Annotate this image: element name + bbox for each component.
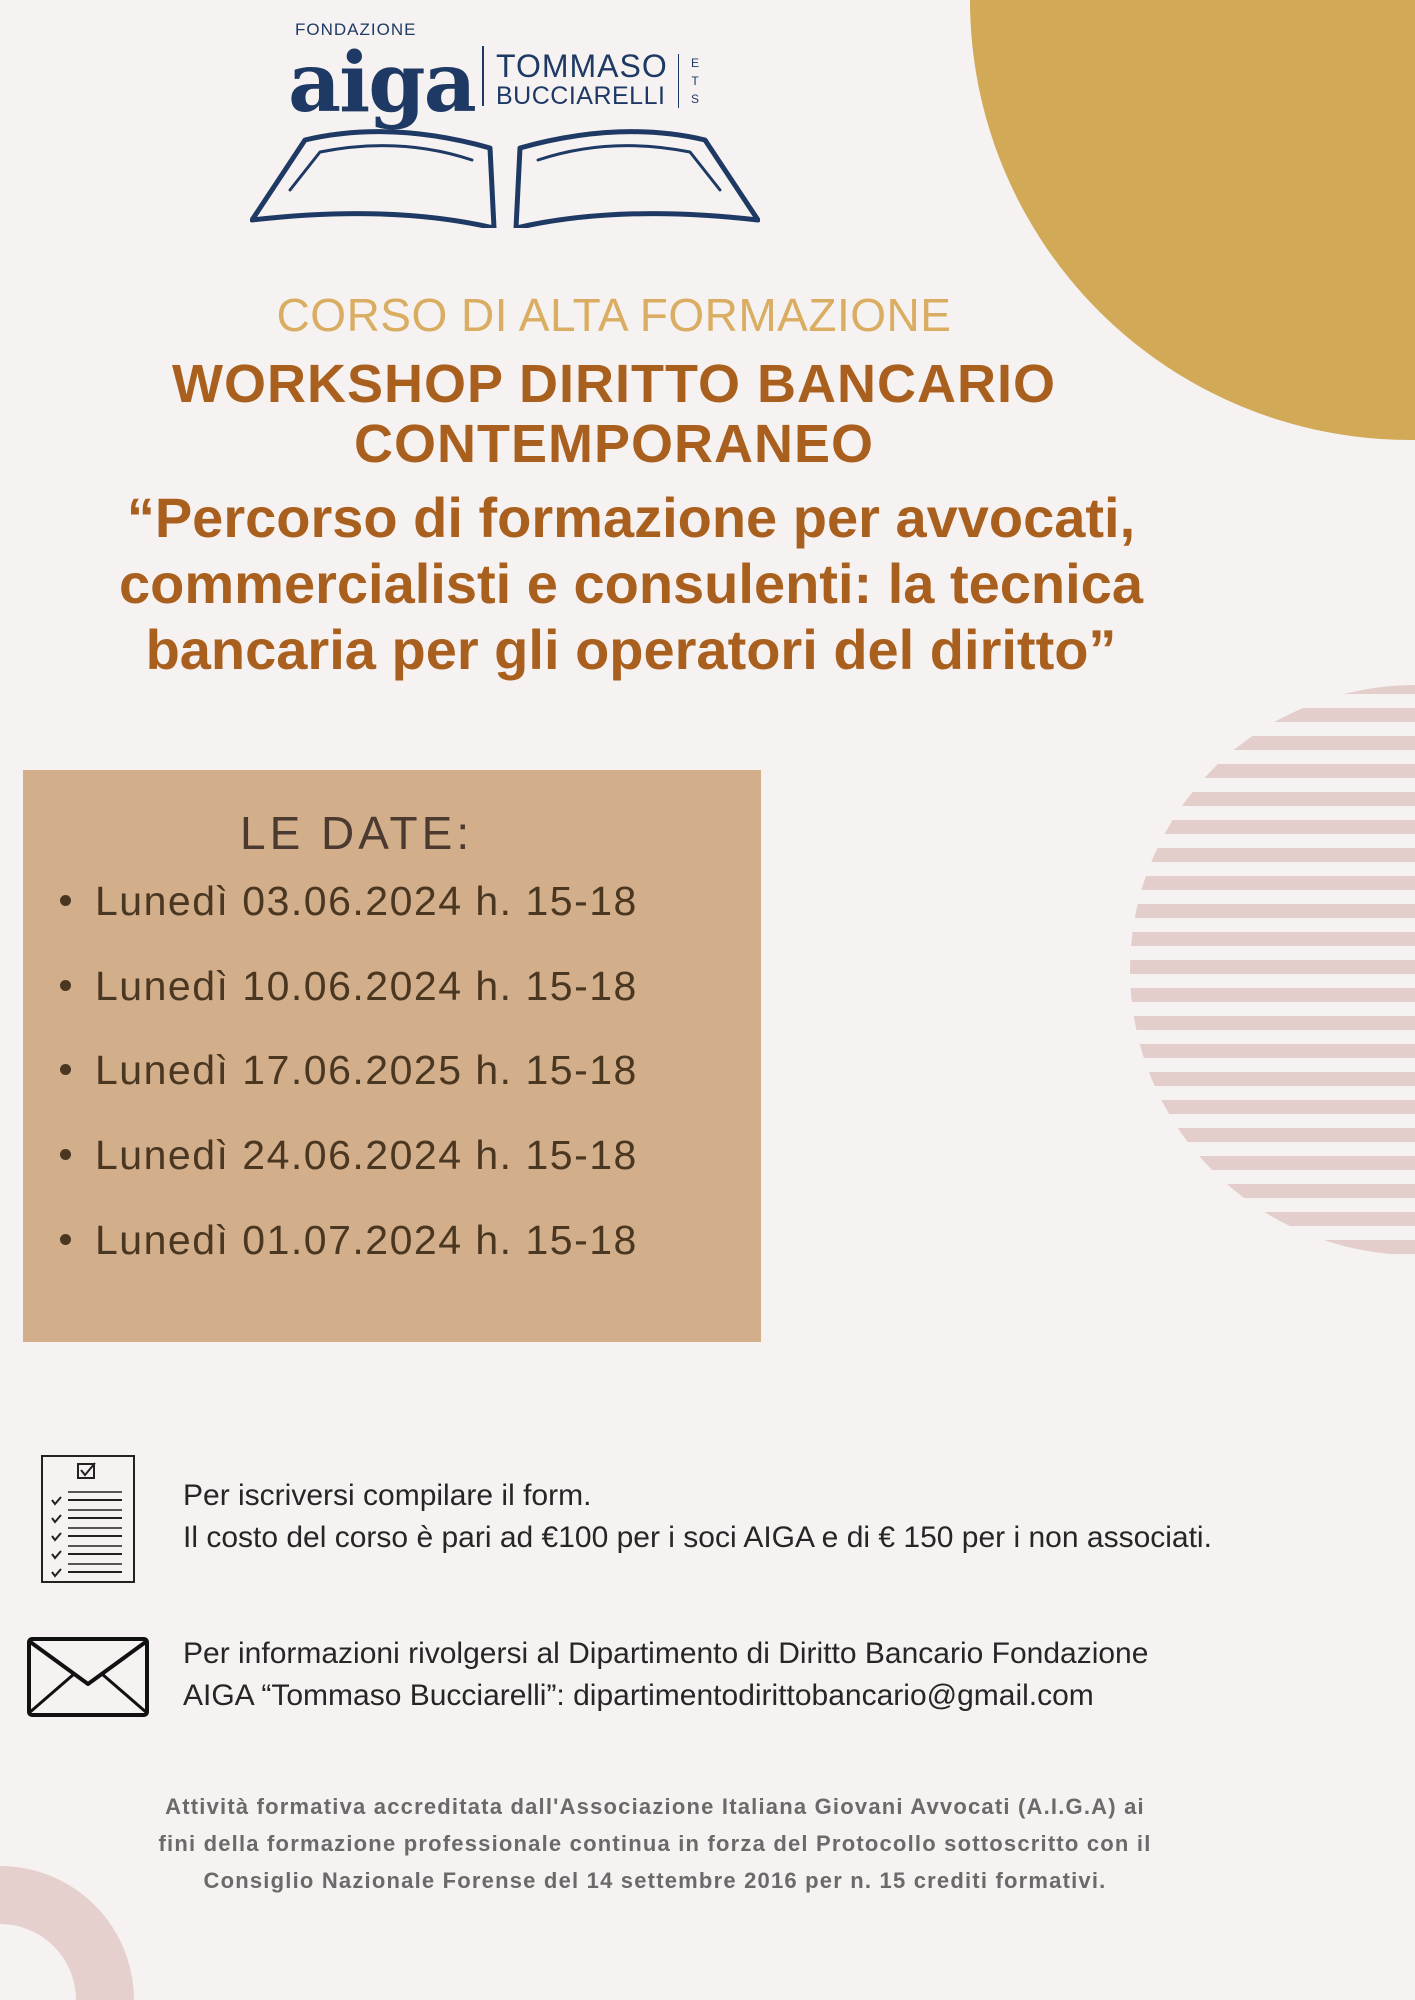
subtitle-line: commercialisti e consulenti: la tecnica [119,552,1143,615]
logo-brand-wordmark: aiga [288,35,475,131]
date-list-item [60,1217,638,1264]
bullet-icon [60,1234,71,1245]
contact-info [183,1633,1148,1717]
course-type-heading: CORSO DI ALTA FORMAZIONE [276,289,952,341]
signup-info [183,1475,1212,1559]
date-list-item [60,1132,638,1179]
aiga-logo [250,16,770,216]
subtitle-line: “Percorso di formazione per avvocati, [126,486,1136,549]
date-list-item [60,963,638,1010]
date-text: Lunedì 01.07.2024 h. 15-18 [95,1217,638,1263]
workshop-title-line: WORKSHOP DIRITTO BANCARIO [171,354,1057,414]
accreditation-line: Consiglio Nazionale Forense del 14 settembre 2016 per n. 15 crediti formativi. [203,1868,1107,1893]
bullet-icon [60,895,71,906]
logo-ets-letter: E [690,56,699,70]
logo-name-line2: BUCCIARELLI [496,82,666,110]
accreditation-line: Attività formativa accreditata dall'Associazione Italiana Giovani Avvocati (A.I.G.A) ai [165,1794,1145,1819]
date-list-item [60,878,638,925]
dates-box [23,770,761,1342]
subtitle-line: bancaria per gli operatori del diritto” [145,618,1117,681]
accreditation-line: fini della formazione professionale continua in forza del Protocollo sottoscritto con il [158,1831,1152,1856]
workshop-title [0,354,1228,474]
checklist-icon [40,1454,136,1584]
signup-line: Per iscriversi compilare il form. [183,1479,592,1512]
workshop-subtitle [16,485,1246,683]
logo-ets-letter: S [690,92,699,106]
signup-fee-line: Il costo del corso è pari ad €100 per i soci AIGA e di € 150 per i non associati. [183,1521,1212,1554]
bullet-icon [60,1149,71,1160]
bullet-icon [60,980,71,991]
open-book-icon [250,112,760,228]
contact-line: Per informazioni rivolgersi al Dipartimento di Diritto Bancario Fondazione [183,1637,1149,1670]
date-text: Lunedì 24.06.2024 h. 15-18 [95,1132,638,1178]
logo-name-line1: TOMMASO [496,48,668,84]
logo-separator-ets [678,54,679,108]
date-text: Lunedì 10.06.2024 h. 15-18 [95,963,638,1009]
workshop-title-line: CONTEMPORANEO [353,414,874,474]
date-text: Lunedì 03.06.2024 h. 15-18 [95,878,638,924]
envelope-icon [26,1636,150,1718]
bullet-icon [60,1064,71,1075]
date-list-item [60,1047,638,1094]
dates-heading: LE DATE: [240,807,474,859]
logo-foundation-label: FONDAZIONE [295,20,417,39]
logo-ets-label [688,54,702,108]
logo-separator [482,46,484,106]
date-text: Lunedì 17.06.2025 h. 15-18 [95,1047,638,1093]
accreditation-note [40,1788,1270,1899]
striped-circle-decoration [1130,680,1415,1260]
contact-email-line: AIGA “Tommaso Bucciarelli”: dipartimentodirittobancario@gmail.com [183,1679,1094,1712]
logo-ets-letter: T [691,74,699,88]
